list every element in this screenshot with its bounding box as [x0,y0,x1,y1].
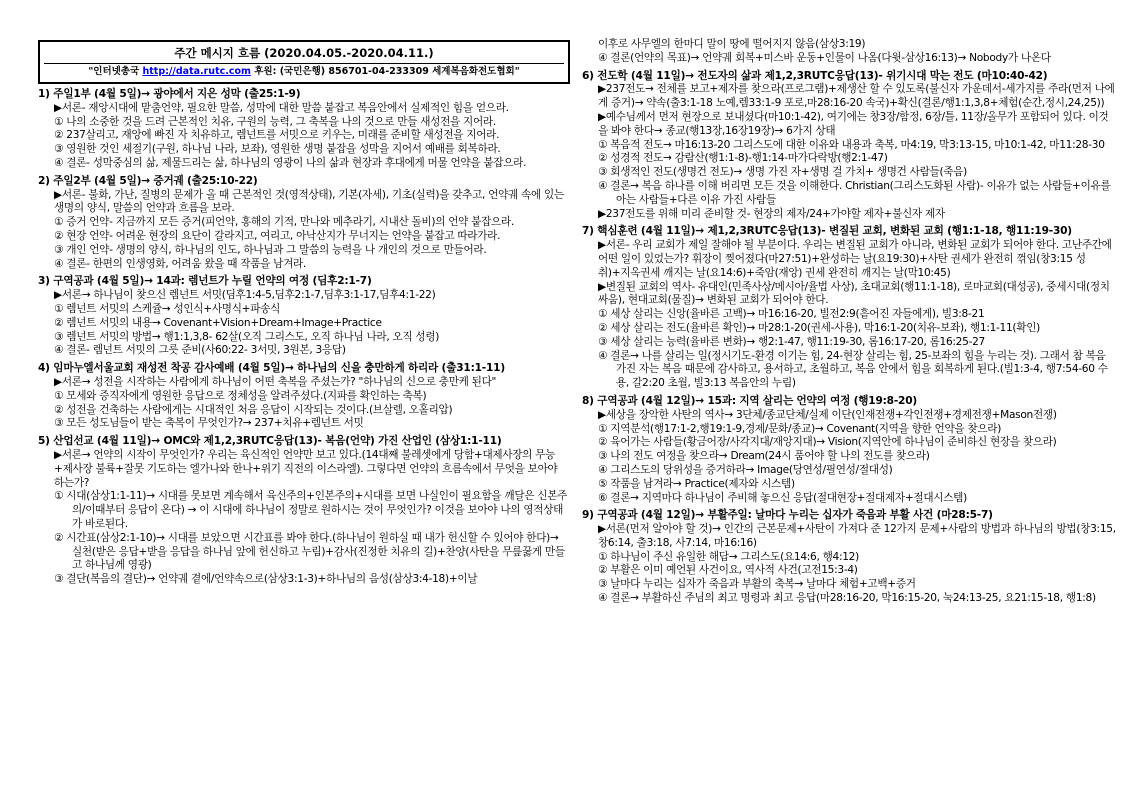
list-item: ③ 모든 성도님들이 받는 축복이 무엇인가?→ 237+치유+렘넌트 서밋 [54,417,364,430]
list-item: ② 현장 언약- 어려운 현장의 요단이 갈라지고, 여리고, 아낙산지가 무너지는 언약을 붙잡고 따라가라. [54,229,501,242]
section [38,88,570,171]
list-item: ① 나의 소중한 것을 드려 근본적인 치유, 구원의 능력, 그 축복을 나의 것으로 만들 새성전을 지어라. [54,115,496,128]
list-item: ③ 렘넌트 서밋의 방법→ 행1:1,3,8- 62살(오직 그리스도, 오직 하나님 나라, 오직 성령) [54,330,440,343]
section-intro: ▶서론- 재앙시대에 맡춤언약, 필요한 말씀, 성막에 대한 말씀 붙잡고 복음안에서 실제적인 힘을 얻으라. [54,101,509,114]
section-heading: 8) 구역공과 (4월 12일)→ 15과: 지역 살리는 언약의 여정 (행19:8-20) [582,394,918,407]
list-item: ② 부활은 이미 예언된 사건이요, 역사적 사건(고전15:3-4) [598,564,858,577]
section-intro: ▶세상을 장악한 사탄의 역사→ 3단체/종교단체/실제 이단(인재전쟁+각인전쟁+경제전쟁+Mason전쟁) [598,408,1057,421]
list-item: ④ 그리스도의 당위성을 증거하라→ Image(당연성/필연성/절대성) [598,463,893,476]
section [38,275,570,358]
section [38,175,570,272]
section-intro: ▶예수님께서 먼저 현장으로 보내셨다(마10:1-42), 여기에는 창3장/함정, 6장/틀, 11장/올무가 포함되어 있다. 이것을 봐야 한다→ 종교(행13장,16장19장)→ 6가지 상태 [598,110,1109,137]
list-item: ① 세상 살리는 신앙(율바른 고백)→ 마16:16-20, 빌전2:9(흩어진 자들에게), 빌3:8-21 [598,308,985,321]
section-intro: ▶변질된 교회의 역사- 유대인(민족사상/메시아/율법 사상), 초대교회(행11:1-18), 로마교회(대성공), 중세시대(정치싸움), 현대교회(물질)→ 변화된 교회가 되어야 한다. [598,280,1110,307]
right-column [582,38,1116,806]
section [38,362,570,431]
list-item: ③ 세상 살리는 능력(율바른 변화)→ 행2:1-47, 행11:19-30, 롬16:17-20, 롬16:25-27 [598,335,985,348]
subtitle [44,63,564,79]
subtitle-suffix: 후원: (국민은행) 856701-04-233309 세계복음화전도협회" [250,66,520,77]
list-item: ③ 개인 언약- 생명의 양식, 하나님의 인도, 하나님과 그 말씀의 능력을 나 개인의 것으로 만들어라. [54,243,487,256]
section-heading: 2) 주일2부 (4월 5일)→ 증거궤 (출25:10-22) [38,174,258,187]
title-box [38,40,570,84]
left-sections [38,88,570,587]
list-item: ① 하나님이 주신 유일한 해답→ 그리스도(요14:6, 행4:12) [598,550,859,563]
list-item: ④ 결론- 렘넌트 서밋의 그릇 준비(사60:22- 3서밋, 3원본, 3응답) [54,344,346,357]
section-intro: ▶서론- 우리 교회가 제일 잘해야 될 부분이다. 우리는 변질된 교회가 아니라, 변화된 교회가 되어야 한다. 고난주간에 어떤 일이 있었는가? 휘장이 찢어졌다(마27:51)+완성하는 날(요19:30)+사탄 권세가 완전히 꺾임(창3:15 성취)+지옥권세 깨지는 날(요14:6)+죽암(재앙) 권세 완전히 깨지는 날(막10:45) [598,239,1112,279]
list-item: ③ 회생적인 전도(생명건 전도)→ 생명 가진 자+생명 걸 가치+ 생명건 사람들(죽음) [598,166,968,179]
list-item: ④ 결론(언약의 목표)→ 언약궤 회복+미스바 운동+인물이 나옴(다윗-삼상16:13)→ Nobody가 나온다 [598,51,1051,64]
section-intro: ▶서론(먼저 알아야 할 것)→ 인간의 근본문제+사탄이 가져다 준 12가지 문제+사람의 방법과 하나님의 방법(창3:15, 창6:14, 출3:18, 사7:14, 마16:16) [598,523,1116,549]
list-item: ② 세상 살리는 전도(율바른 확인)→ 마28:1-20(권세-사용), 막16:1-20(치유-보좌), 행1:1-11(확인) [598,321,1040,334]
section-heading: 7) 핵심훈련 (4월 11일)→ 제1,2,3RUTC응답(13)- 변질된 교회, 변화된 교회 (행1:1-18, 행11:19-30) [582,225,1072,238]
section [582,395,1116,505]
site-link[interactable]: http://data.rutc.com [142,66,251,77]
right-sections [582,70,1116,606]
subtitle-prefix: "인터넷총국 [88,66,143,77]
page-title: 주간 메시지 흐름 (2020.04.05.-2020.04.11.) [174,46,434,60]
list-item: ③ 나의 전도 여정을 찾으라→ Dream(24시 품어야 할 나의 전도를 찾으라) [598,450,930,463]
list-item: ② 237살리고, 재앙에 빠진 자 치유하고, 렘넌트를 서밋으로 키우는, 미래를 준비할 새성전을 지어라. [54,129,500,142]
right-top-continuation [582,38,1116,66]
list-item: ④ 결론- 한편의 인생영화, 어려움 왔을 때 작품을 남겨라. [54,257,306,270]
left-column [38,0,570,806]
list-item: ② 성전을 건축하는 사람에게는 시대적인 처음 응답이 시작되는 것이다.(브살렐, 오홀리압) [54,403,453,416]
section-heading: 3) 구역공과 (4월 5일)→ 14과: 렘넌트가 누릴 언약의 여정 (딤후2:1-7) [38,275,372,288]
section-heading: 6) 전도학 (4월 11일)→ 전도자의 삶과 제1,2,3RUTC응답(13)- 위기시대 막는 전도 (마10:40-42) [582,69,1048,82]
list-item: ④ 결론→ 복음 하나를 이해 버리면 모든 것을 이해한다. Christian(그리스도화된 사람)- 이유가 없는 사람들+이유를 아는 사람들+다른 이유 가진 사람들 [598,179,1111,206]
section-intro: ▶서론→ 하나님이 찾으신 렘넌트 서밋(딤후1:4-5,딤후2:1-7,딤후3:1-17,딤후4:1-22) [54,289,436,302]
section-intro: ▶서론- 불화, 가난, 질병의 문제가 올 때 근본적인 것(영적상태), 기본(자세), 기초(실력)을 갖추고, 언약궤 속에 있는 생명의 양식, 말씀의 언약과 흐름을 보라. [54,188,564,215]
list-item: ① 렘넌트 서밋의 스케쥴→ 성인식+사명식+파송식 [54,302,280,315]
list-item: ③ 결단(복음의 결단)→ 언약궤 곁에/언약속으로(삼상3:1-3)+하나님의 음성(삼상3:4-18)+이날 [54,573,478,586]
section [38,435,570,587]
list-item: ② 시간표(삼상2:1-10)→ 시대를 보았으면 시간표를 봐야 한다.(하나님이 원하실 때 내가 헌신할 수 있어야 한다)→ 실천(받은 응답+받을 응답을 하나님 앞에 헌신하고 누림)+감사(진정한 치유의 길)+찬양(사탄을 무릎꿇게 만들고 하나님께 영광) [54,531,565,572]
list-item: ① 시대(삼상1:1-11)→ 시대를 못보면 계속해서 육신주의+인본주의+시대를 보면 나실인이 필요함을 깨달은 신본주의/이때부터 응답이 온다) → 이 시대에 하나님이 정말로 원하시는 것이 무엇인가? 이것을 보아야 나의 영적상태가 바로된다. [54,490,568,530]
list-item: ① 모세와 증직자에게 영원한 응답으로 정체성을 알려주셨다.(지파를 확인하는 축복) [54,389,427,402]
section-heading: 9) 구역공과 (4월 12일)→ 부활주일: 날마다 누리는 십자가 죽음과 부활 사건 (마28:5-7) [582,509,993,522]
section [582,70,1116,222]
section-intro: ▶서론→ 성전을 시작하는 사람에게 하나님이 어떤 축복을 주셨는가? "하나님의 신으로 충만케 된다" [54,375,497,388]
list-item: ⑤ 작품을 남겨라→ Practice(제자와 시스템) [598,477,795,490]
section-intro: ▶237전도→ 전체를 보고+제자를 찾으라(프로그램)+제생산 할 수 있도록(불신자 가운데서-세가지를 주라(먼저 나에게 증거)→ 약속(출3:1-18 노예,렘33:1-9 포로,마28:16-20 속국)+확신(결론/행1:1,3,8+체험(순간,정시,24,25)) [598,83,1115,110]
list-item: ⑥ 결론→ 지역마다 하나님이 주비해 놓으신 응답(절대현장+절대제자+절대시스템) [598,491,967,504]
list-item: ② 렘넌트 서밋의 내용→ Covenant+Vision+Dream+Image+Practice [54,316,382,329]
list-item: ① 증거 언약- 지금까지 모든 증거(피언약, 홍해의 기적, 만나와 메추라기, 시내산 돌비)의 언약 붙잡으라. [54,216,514,229]
section [582,225,1116,391]
list-item: ▶237전도를 위해 미리 준비할 것- 현장의 제자/24+가야할 제자+불신자 제자 [598,207,945,220]
section-heading: 5) 산업선교 (4월 11일)→ OMC와 제1,2,3RUTC응답(13)- 복음(언약) 가진 산업인 (삼상1:1-11) [38,435,502,448]
list-item: ① 복음적 전도→ 마16:13-20 그리스도에 대한 이유와 내용과 축복, 마4:19, 막3:13-15, 마10:1-42, 마11:28-30 [598,138,1105,151]
list-item: ② 육어가는 사람들(황금어장/사각지대/재앙지대)→ Vision(지역안에 하나님이 준비하신 현장을 찾으라) [598,436,1057,449]
section-heading: 1) 주일1부 (4월 5일)→ 광야에서 지은 성막 (출25:1-9) [38,88,301,100]
list-item: ③ 영원한 것인 세절기(구원, 하나님 나라, 보좌), 영원한 생명 붙잡을 성막을 지어서 예배를 회복하라. [54,143,501,156]
list-item: ④ 결론- 성막중심의 삶, 제물드리는 삶, 하나님의 영광이 나의 삶과 현장과 후대에게 머물 언약을 붙잡으라. [54,156,527,169]
list-item: ① 지역분석(행17:1-2,행19:1-9,경제/문화/종교)→ Covenant(지역을 향한 언약을 찾으라) [598,422,1002,435]
list-item: ② 성경적 전도→ 감람산(행1:1-8)-행1:14-마가다락방(행2:1-47) [598,152,888,165]
list-item: ③ 날마다 누리는 십자가 죽음과 부활의 축복→ 날마다 체험+고백+증거 [598,578,916,591]
section [582,509,1116,606]
section-intro: ▶서론→ 언약의 시작이 무엇인가? 우리는 육신적인 언약만 보고 있다.(14대째 불레셋에게 당함+대제사장의 무능+제사장 불륙+잘못 기도하는 엘가나와 한나+위기 직전의 이스라엘). 그렇다면 언약의 흐름속에서 무엇을 보아야 하는가? [54,448,558,489]
section-heading: 4) 임마누엘서울교회 재성전 착공 감사예배 (4월 5일)→ 하나님의 신을 충만하게 하리라 (출31:1-11) [38,362,505,375]
list-item: ④ 결론→ 나를 살리는 일(정시기도-환경 이기는 힘, 24-현장 살리는 힘, 25-보좌의 힘을 누리는 것). 그래서 참 복음 가진 자는 복음 때문에 감사하고, 용서하고, 초월하고, 복음 안에서 힘을 회복하게 된다.(빌1:3-4, 행7:54-60 수용, 갈2:20 초월, 빌3:13 복음안의 누림) [598,349,1108,390]
list-item: 이후로 사무엘의 한마디 말이 땅에 떨어지지 않음(삼상3:19) [598,38,866,50]
list-item: ④ 결론→ 부활하신 주님의 최고 명령과 최고 응답(마28:16-20, 막16:15-20, 눅24:13-25, 요21:15-18, 행1:8) [598,592,1096,605]
